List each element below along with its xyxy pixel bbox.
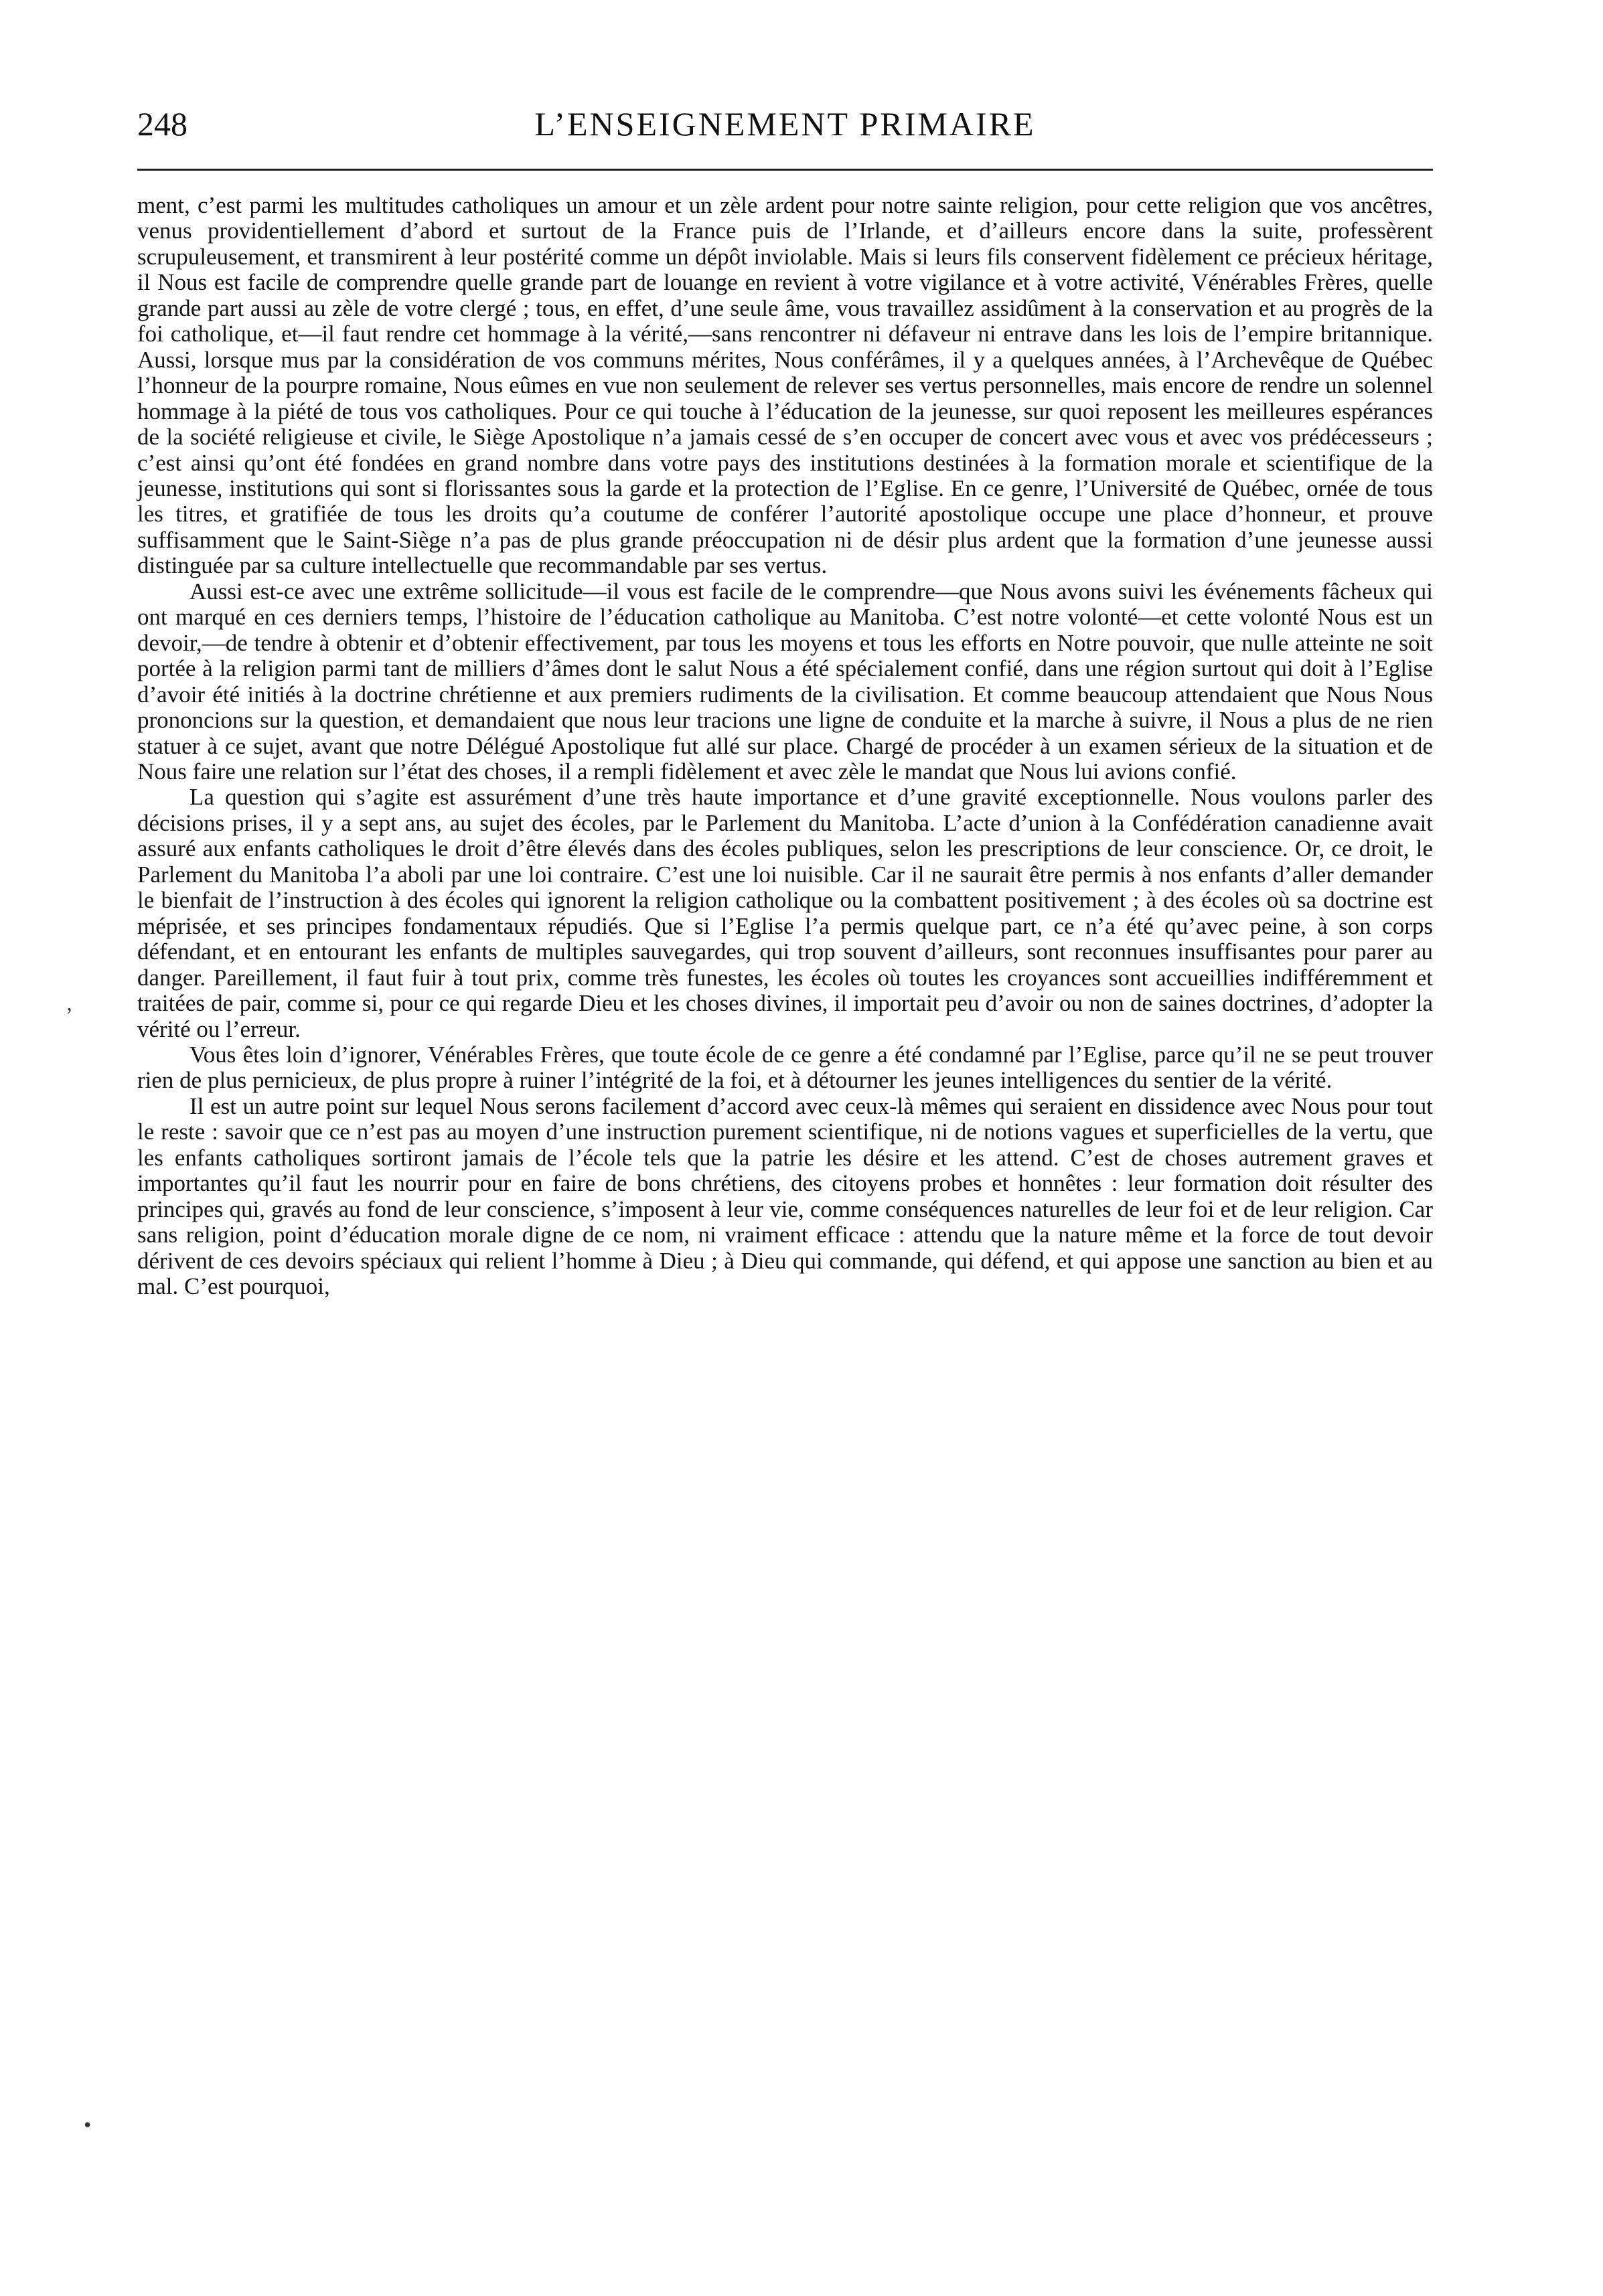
paragraph: Il est un autre point sur lequel Nous serons facilement d’accord avec ceux-là mêmes qui seraient en dissidence avec Nous pour tout le reste : savoir que ce n’est pas au moyen d’une instruction purement scientifique, ni de notions vagues et superficielles de la vertu, que les enfants catholiques sortiront jamais de l’école tels que la patrie les désire et les attend. C’est de choses autrement graves et importantes qu’il faut les nourrir pour en faire de bons chrétiens, des citoyens probes et honnêtes : leur formation doit résulter des principes qui, gravés au fond de leur conscience, s’imposent à leur vie, comme conséquences naturelles de leur foi et de leur religion. Car sans religion, point d’éducation morale digne de ce nom, ni vraiment efficace : attendu que la nature même et la force de tout devoir dérivent de ces devoirs spéciaux qui relient l’homme à Dieu ; à Dieu qui commande, qui défend, et qui appose une sanction au bien et au mal. C’est pourquoi, bbox=[137, 1092, 1433, 1300]
body-text bbox=[137, 193, 1433, 1299]
paragraph: La question qui s’agite est assurément d’une très haute importance et d’une gravité exceptionnelle. Nous voulons parler des décisions prises, il y a sept ans, au sujet des écoles, par le Parlement du Manitoba. L’acte d’union à la Confédération canadienne avait assuré aux enfants catholiques le droit d’être élevés dans des écoles publiques, selon les prescriptions de leur conscience. Or, ce droit, le Parlement du Manitoba l’a aboli par une loi contraire. C’est une loi nuisible. Car il ne saurait être permis à nos enfants d’aller demander le bienfait de l’instruction à des écoles qui ignorent la religion catholique ou la combattent positivement ; à des écoles où sa doctrine est méprisée, et ses principes fondamentaux répudiés. Que si l’Eglise l’a permis quelque part, ce n’a été qu’avec peine, à son corps défendant, et en entourant les enfants de multiples sauvegardes, qui trop souvent d’ailleurs, sont reconnues insuffisantes pour parer au danger. Pareillement, il faut fuir à tout prix, comme très funestes, les écoles où toutes les croyances sont accueillies indifféremment et traitées de pair, comme si, pour ce qui regarde Dieu et les choses divines, il importait peu d’avoir ou non de saines doctrines, d’adopter la vérité ou l’erreur. bbox=[137, 784, 1433, 1042]
running-header bbox=[137, 94, 1433, 154]
margin-mark: ’ bbox=[66, 1003, 73, 1027]
paragraph: ment, c’est parmi les multitudes catholiques un amour et un zèle ardent pour notre sainte religion, pour cette religion que vos ancêtres, venus providentiellement d’abord et surtout de la France puis de l’Irlande, et d’ailleurs encore dans la suite, professèrent scrupuleusement, et transmirent à leur postérité comme un dépôt inviolable. Mais si leurs fils conservent fidèlement ce précieux héritage, il Nous est facile de comprendre quelle grande part de louange en revient à votre vigilance et à votre activité, Vénérables Frères, quelle grande part aussi au zèle de votre clergé ; tous, en effet, d’une seule âme, vous travaillez assidûment à la conservation et au progrès de la foi catholique, et—il faut rendre cet hommage à la vérité,—sans rencontrer ni défaveur ni entrave dans les lois de l’empire britannique. Aussi, lorsque mus par la considération de vos communs mérites, Nous conférâmes, il y a quelques années, à l’Archevêque de Québec l’honneur de la pourpre romaine, Nous eûmes en vue non seulement de relever ses vertus personnelles, mais encore de rendre un solennel hommage à la piété de tous vos catholiques. Pour ce qui touche à l’éducation de la jeunesse, sur quoi reposent les meilleures espérances de la société religieuse et civile, le Siège Apostolique n’a jamais cessé de s’en occuper de concert avec vous et avec vos prédécesseurs ; c’est ainsi qu’ont été fondées en grand nombre dans votre pays des institutions destinées à la formation morale et scientifique de la jeunesse, institutions qui sont si florissantes sous la garde et la protection de l’Eglise. En ce genre, l’Université de Québec, ornée de tous les titres, et gratifiée de tous les droits qu’a coutume de conférer l’autorité apostolique occupe une place d’honneur, et prouve suffisamment que le Saint-Siège n’a pas de plus grande préoccupation ni de désir plus ardent que la formation d’une jeunesse aussi distinguée par sa culture intellectuelle que recommandable par ses vertus. bbox=[137, 192, 1433, 579]
header-rule bbox=[137, 169, 1433, 171]
page-number: 248 bbox=[137, 105, 187, 143]
margin-mark: • bbox=[84, 2113, 92, 2137]
paragraph: Aussi est-ce avec une extrême sollicitude—il vous est facile de le comprendre—que Nous avons suivi les événements fâcheux qui ont marqué en ces derniers temps, l’histoire de l’éducation catholique au Manitoba. C’est notre volonté—et cette volonté Nous est un devoir,—de tendre à obtenir et d’obtenir effectivement, par tous les moyens et tous les efforts en Notre pouvoir, que nulle atteinte ne soit portée à la religion parmi tant de milliers d’âmes dont le salut Nous a été spécialement confié, dans une région surtout qui doit à l’Eglise d’avoir été initiés à la doctrine chrétienne et aux premiers rudiments de la civilisation. Et comme beaucoup attendaient que Nous Nous prononcions sur la question, et demandaient que nous leur tracions une ligne de conduite et la marche à suivre, il Nous a plus de ne rien statuer à ce sujet, avant que notre Délégué Apostolique fut allé sur place. Chargé de procéder à un examen sérieux de la situation et de Nous faire une relation sur l’état des choses, il a rempli fidèlement et avec zèle le mandat que Nous lui avions confié. bbox=[137, 578, 1433, 785]
paragraph: Vous êtes loin d’ignorer, Vénérables Frères, que toute école de ce genre a été condamné par l’Eglise, parce qu’il ne se peut trouver rien de plus pernicieux, de plus propre à ruiner l’intégrité de la foi, et à détourner les jeunes intelligences du sentier de la vérité. bbox=[137, 1041, 1433, 1094]
running-title: L’ENSEIGNEMENT PRIMAIRE bbox=[534, 105, 1036, 143]
